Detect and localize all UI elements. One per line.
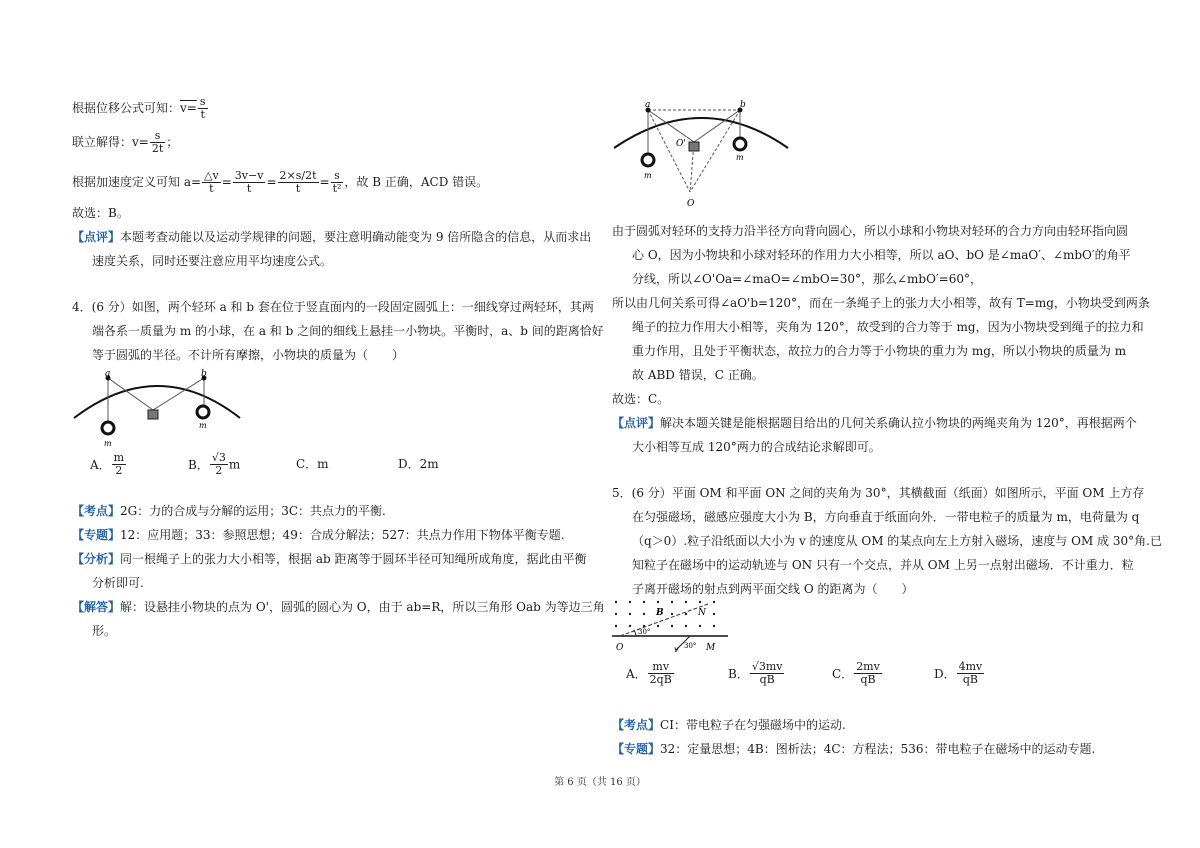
option-label: A． (626, 667, 647, 681)
label-a: a (105, 369, 111, 379)
q5-stem-line2: 在匀强磁场，磁感应强度大小为 B，方向垂直于纸面向外．一带电粒子的质量为 m，电荷量为 q (632, 510, 1140, 524)
formula: v= (180, 101, 197, 115)
option-tail: m (228, 457, 241, 472)
fenxi-text: 同一根绳子上的张力大小相等，根据 ab 距离等于圆环半径可知绳所成角度，据此由平衡 (120, 552, 587, 566)
numerator: 2mv (856, 660, 880, 673)
q5-magnetic-field-figure (608, 596, 733, 654)
text: ； (166, 135, 179, 149)
q5-stem-line3: （q＞0）.粒子沿纸面以大小为 v 的速度从 OM 的某点向左上方射入磁场，速度与 OM 成 30°角.已 (632, 534, 1162, 548)
fraction (233, 170, 266, 195)
formula: v= (132, 135, 149, 149)
zhuanti-text: 12：应用题；33：参照思想；49：合成分解法；527：共点力作用下物体平衡专题. (120, 528, 565, 542)
numerator: s (199, 95, 206, 108)
fraction (750, 661, 785, 686)
page-footer: 第 6 页（共 16 页） (554, 777, 646, 788)
denominator: qB (860, 673, 876, 686)
q4-fenxi (72, 550, 586, 568)
left-review (72, 228, 591, 246)
q5-option-a[interactable] (626, 661, 675, 686)
angle-label: 30° (684, 642, 697, 650)
fraction (648, 661, 674, 686)
ball (734, 138, 746, 150)
rope (694, 110, 740, 142)
denominator: t (209, 182, 214, 195)
right-sol-line1: 由于圆弧对轻环的支持力沿半径方向背向圆心，所以小球和小物块对轻环的合力方向由轻环指向圆 (612, 224, 1129, 238)
q4-zhuanti (72, 526, 565, 544)
denominator: 2 (115, 464, 123, 477)
label-m: m (736, 153, 744, 162)
label-o: O (616, 643, 624, 653)
right-sol-line5: 绳子的拉力作用大小相等，夹角为 120°，故受到的合力等于 mg，因为小物块受到绳子的拉力和 (632, 320, 1144, 334)
fraction (331, 170, 344, 195)
q4-kaodian (72, 502, 386, 520)
left-para-displacement (72, 96, 209, 121)
q5-kaodian (612, 716, 846, 734)
right-sol-line2: 心 O，因为小物块和小球对轻环的作用力大小相等，所以 aO、bO 是∠maO′、∠mbO′的角平 (632, 248, 1131, 262)
equals: = (266, 175, 277, 189)
option-label: C． (832, 667, 854, 681)
label-b: b (740, 100, 746, 110)
review-tag: 【点评】 (612, 416, 661, 430)
left-answer: 故选：B。 (72, 206, 129, 220)
text: 根据加速度定义可知 a= (72, 175, 202, 189)
option-label: B． (188, 458, 209, 472)
denominator: 2t (151, 142, 164, 155)
denominator: t (200, 108, 205, 121)
review-tag: 【点评】 (72, 230, 121, 244)
left-review-cont: 速度关系，同时还要注意应用平均速度公式。 (92, 254, 333, 268)
right-sol-line6: 重力作用，且处于平衡状态，故拉力的合力等于小物块的重力为 mg，所以小物块的质量为 m (632, 344, 1127, 358)
denominator: 2 (215, 464, 223, 477)
ball (102, 422, 114, 434)
right-sol-line4: 所以由几何关系可得∠aO'b=120°，而在一条绳子上的张力大小相等，故有 T=mg，小物块受到两条 (612, 296, 1150, 310)
fraction (198, 96, 208, 121)
arc (614, 118, 788, 148)
denominator: t (246, 182, 252, 195)
numerator: 3v−v (234, 169, 264, 182)
right-review (612, 414, 1137, 432)
option-label: B． (728, 667, 749, 681)
fraction (150, 130, 165, 155)
numerator: m (113, 451, 125, 464)
ball (197, 406, 209, 418)
jieda-text: 解：设悬挂小物块的点为 O'，圆弧的圆心为 O，由于 ab=R，所以三角形 Oab 为等边三角 (120, 600, 605, 614)
fenxi-tag: 【分析】 (72, 552, 121, 566)
label-m: m (104, 439, 112, 448)
numerator: 2×s/2t (279, 169, 317, 182)
label-b: B (656, 608, 664, 618)
label-m: m (199, 421, 207, 430)
numerator: mv (648, 661, 674, 674)
equals: = (221, 175, 232, 189)
jieda-tag: 【解答】 (72, 600, 121, 614)
kaodian-tag: 【考点】 (612, 718, 661, 732)
denominator: t (295, 182, 301, 195)
kaodian-text: 2G：力的合成与分解的运用；3C：共点力的平衡. (120, 504, 386, 518)
fraction (202, 170, 221, 195)
q4-stem-line3: 等于圆弧的半径。不计所有摩擦，小物块的质量为（ ） (92, 348, 405, 362)
label-o-prime: O' (676, 139, 686, 149)
q5-option-d[interactable] (934, 661, 985, 686)
numerator: √3 (211, 451, 226, 464)
numerator: 4mv (958, 660, 983, 673)
zhuanti-tag: 【专题】 (612, 742, 661, 756)
ball (642, 154, 654, 166)
q4-jieda-cont: 形。 (92, 624, 117, 638)
fraction (957, 661, 985, 686)
q4-option-d[interactable]: D．2m (398, 457, 439, 471)
q5-zhuanti (612, 740, 1095, 758)
kaodian-tag: 【考点】 (72, 504, 121, 518)
fraction (278, 170, 319, 195)
q5-option-c[interactable] (832, 661, 883, 686)
numerator: △v (204, 169, 219, 182)
label-n: N (698, 608, 706, 618)
left-para-acceleration (72, 170, 488, 195)
label-a: a (645, 100, 651, 110)
equals: = (319, 175, 330, 189)
q4-option-a[interactable] (90, 452, 127, 477)
review-text: 解决本题关键是能根据题目给出的几何关系确认拉小物块的两绳夹角为 120°，再根据两个 (660, 416, 1137, 430)
text: ，故 B 正确，ACD 错误。 (344, 175, 489, 189)
label-m: M (706, 643, 716, 653)
q4-solution-figure (610, 96, 800, 212)
right-answer: 故选：C。 (612, 392, 670, 406)
q4-stem-line1: 4．(6 分）如图，两个轻环 a 和 b 套在位于竖直面内的一段固定圆弧上：一细线穿过两轻环，其两 (72, 300, 594, 314)
block (689, 142, 699, 151)
left-para-solve (72, 130, 178, 155)
text: 联立解得： (72, 135, 133, 149)
q4-option-c[interactable]: C．m (296, 457, 329, 471)
q4-jieda (72, 598, 605, 616)
zhuanti-tag: 【专题】 (72, 528, 121, 542)
denominator: 2qB (649, 673, 672, 686)
q5-stem-line4: 知粒子在磁场中的运动轨迹与 ON 只有一个交点，并从 OM 上另一点射出磁场．不计重力．粒 (632, 558, 1134, 572)
angle-label: 30° (638, 628, 651, 636)
q4-arc-figure (70, 366, 245, 450)
q4-stem-line2: 端各系一质量为 m 的小球，在 a 和 b 之间的细线上悬挂一小物块。平衡时，a、b 间的距离恰好 (92, 324, 604, 338)
label-m: m (644, 171, 652, 180)
label-v: v (674, 645, 679, 654)
review-text: 本题考查动能以及运动学规律的问题，要注意明确动能变为 9 倍所隐含的信息，从而求出 (120, 230, 592, 244)
right-review-cont: 大小相等互成 120°两力的合成结论求解即可。 (632, 440, 881, 454)
block (148, 410, 158, 419)
fraction (210, 452, 228, 477)
kaodian-text: CI：带电粒子在匀强磁场中的运动. (660, 718, 846, 732)
numerator: √3mv (751, 660, 783, 673)
denominator: qB (962, 673, 979, 686)
q4-option-b[interactable] (188, 452, 240, 477)
q5-option-b[interactable] (728, 661, 785, 686)
q5-stem-line1: 5．(6 分）平面 OM 和平面 ON 之间的夹角为 30°，其横截面（纸面）如图所示，平面 OM 上方存 (612, 486, 1145, 500)
right-sol-line7: 故 ABD 错误，C 正确。 (632, 368, 764, 382)
q5-stem-line5: 子离开磁场的射点到两平面交线 O 的距离为（ ） (632, 582, 914, 596)
label-o: O (687, 199, 695, 209)
label-b: b (201, 369, 207, 379)
denominator: t² (332, 182, 342, 195)
numerator: s (150, 130, 165, 143)
zhuanti-text: 32：定量思想；4B：图析法；4C：方程法；536：带电粒子在磁场中的运动专题. (660, 742, 1096, 756)
fraction (854, 661, 882, 686)
numerator: s (331, 170, 344, 183)
option-label: D． (934, 667, 956, 681)
text: 根据位移公式可知： (72, 101, 181, 115)
fraction (112, 452, 126, 477)
right-sol-line3: 分线，所以∠O'Oa=∠maO=∠mbO=30°，那么∠mbO′=60°， (632, 272, 982, 286)
q4-fenxi-cont: 分析即可. (92, 576, 144, 590)
denominator: qB (759, 673, 775, 686)
plane-on (620, 604, 708, 636)
option-label: A． (90, 458, 111, 472)
